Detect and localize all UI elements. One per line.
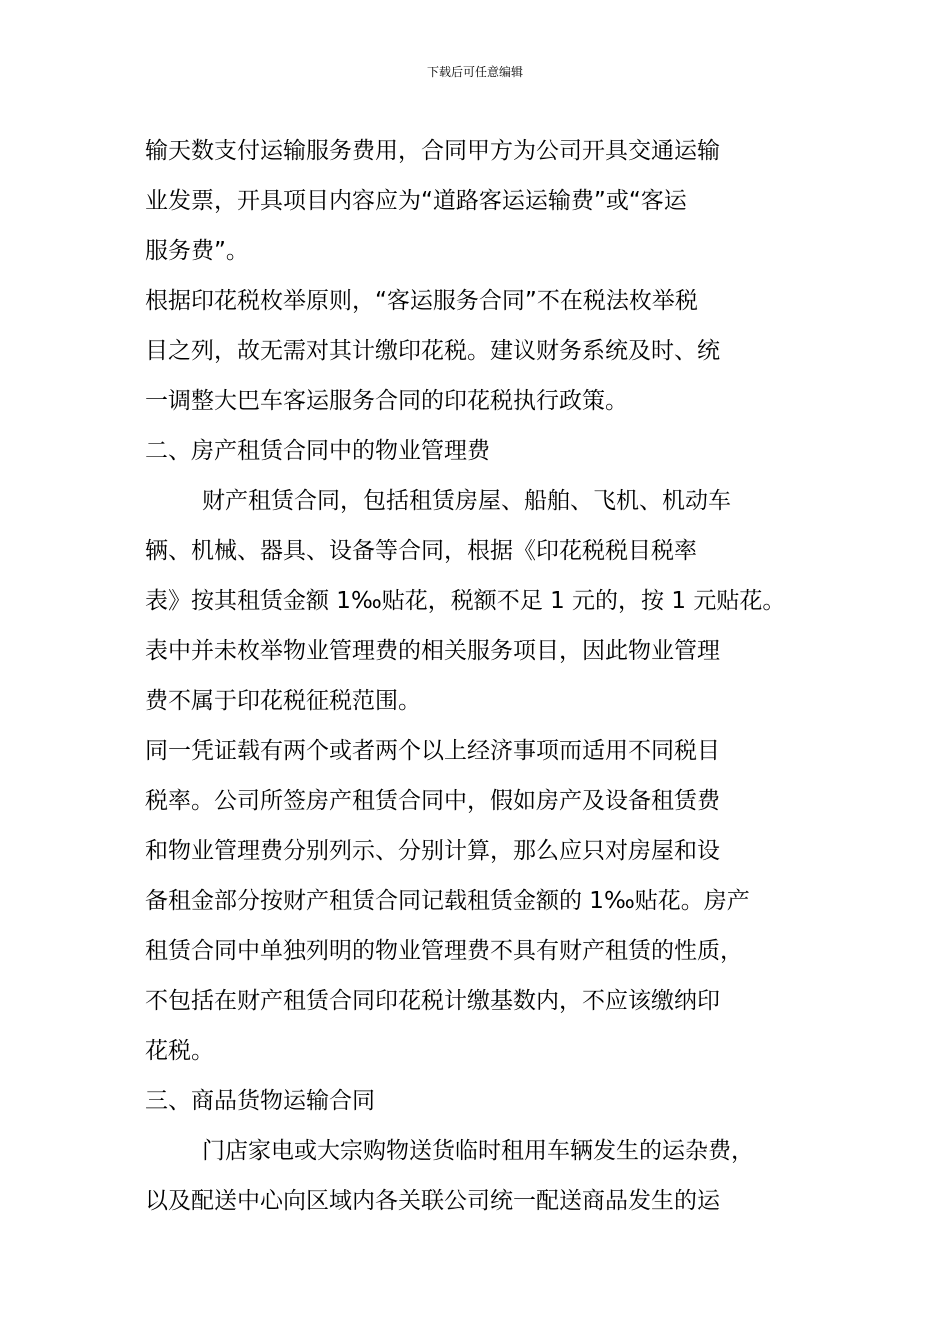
document-body <box>145 126 835 1226</box>
text-line: 输天数支付运输服务费用，合同甲方为公司开具交通运输 <box>145 138 720 164</box>
text-line: 表》按其租赁金额 1‰贴花，税额不足 1 元的，按 1 元贴花。 <box>145 588 786 614</box>
text-line: 门店家电或大宗购物送货临时租用车辆发生的运杂费， <box>202 1138 754 1164</box>
text-line: 同一凭证载有两个或者两个以上经济事项而适用不同税目 <box>145 738 720 764</box>
section-heading-2: 二、房产租赁合同中的物业管理费 <box>145 438 490 464</box>
text-line: 财产租赁合同，包括租赁房屋、船舶、飞机、机动车 <box>202 488 731 514</box>
page-header-note: 下载后可任意编辑 <box>426 65 523 79</box>
text-line: 花税。 <box>145 1038 214 1064</box>
text-line: 辆、机械、器具、设备等合同，根据《印花税税目税率 <box>145 538 697 564</box>
text-line: 税率。公司所签房产租赁合同中，假如房产及设备租赁费 <box>145 788 720 814</box>
text-line: 目之列，故无需对其计缴印花税。建议财务系统及时、统 <box>145 338 720 364</box>
section-heading-3: 三、商品货物运输合同 <box>145 1088 375 1114</box>
text-line: 备租金部分按财产租赁合同记载租赁金额的 1‰贴花。房产 <box>145 888 750 914</box>
text-line: 费不属于印花税征税范围。 <box>145 688 421 714</box>
text-line: 服务费”。 <box>145 238 249 264</box>
text-line: 表中并未枚举物业管理费的相关服务项目，因此物业管理 <box>145 638 720 664</box>
text-line: 根据印花税枚举原则，“客运服务合同”不在税法枚举税 <box>145 288 698 314</box>
text-line: 不包括在财产租赁合同印花税计缴基数内，不应该缴纳印 <box>145 988 720 1014</box>
text-line: 以及配送中心向区域内各关联公司统一配送商品发生的运 <box>145 1188 720 1214</box>
text-line: 租赁合同中单独列明的物业管理费不具有财产租赁的性质， <box>145 938 743 964</box>
text-line: 和物业管理费分别列示、分别计算，那么应只对房屋和设 <box>145 838 720 864</box>
text-line: 业发票，开具项目内容应为“道路客运运输费”或“客运 <box>145 188 687 214</box>
text-line: 一调整大巴车客运服务合同的印花税执行政策。 <box>145 388 628 414</box>
